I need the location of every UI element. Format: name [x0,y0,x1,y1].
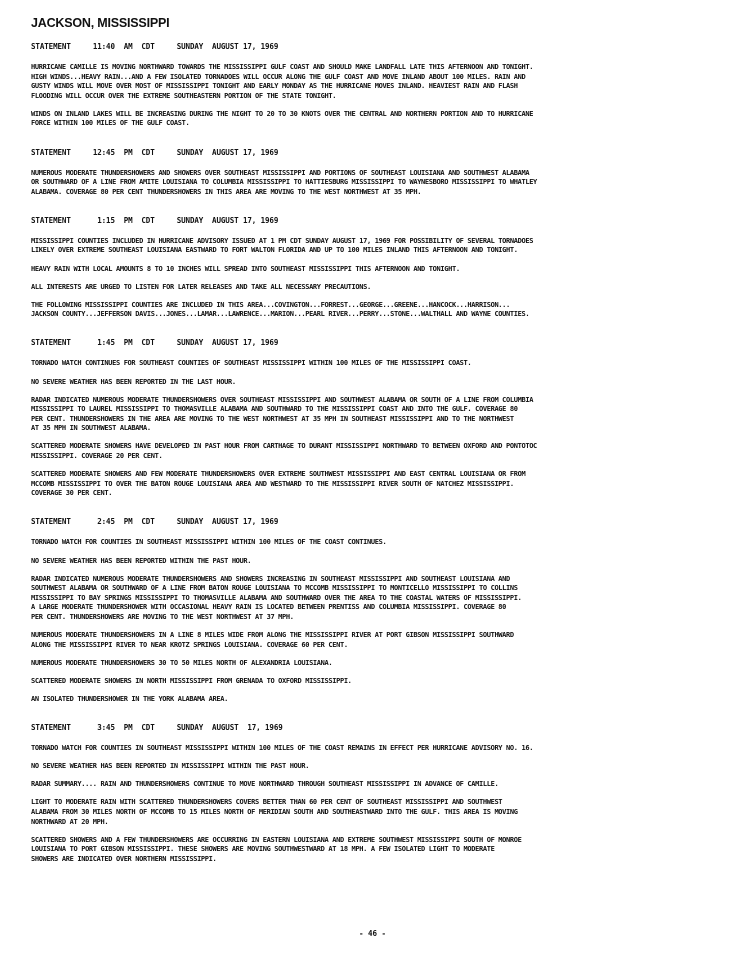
paragraph: NO SEVERE WEATHER HAS BEEN REPORTED IN THE LAST HOUR. [31,376,236,386]
paragraph: HURRICANE CAMILLE IS MOVING NORTHWARD TOWARDS THE MISSISSIPPI GULF COAST AND SHOULD MAKE LANDFALL LATE THIS AFTERNOON AND TONIGHT. HIGH WINDS...HEAVY RAIN...AND A FEW ISOLATED TORNADOES WILL OCCUR ALONG THE GULF COAST AND MOVE INLAND ABOUT 100 MILES. RAIN AND GUSTY WINDS WILL MOVE OVER MOST OF MISSISSIPPI TONIGHT AND EARLY MONDAY AS THE HURRICANE MOVES INLAND. HEAVIEST RAIN AND FLASH FLOODING WILL OCCUR OVER THE EXTREME SOUTHEASTERN PORTION OF THE STATE TONIGHT. [31,62,534,100]
statement-header: STATEMENT 11:40 AM CDT SUNDAY AUGUST 17, 1969 [31,42,279,51]
document-page [31,16,721,872]
paragraph: TORNADO WATCH FOR COUNTIES IN SOUTHEAST MISSISSIPPI WITHIN 100 MILES OF THE COAST CONTINUES. [31,537,387,547]
paragraph: SCATTERED MODERATE SHOWERS AND FEW MODERATE THUNDERSHOWERS OVER EXTREME SOUTHWEST MISSISSIPPI AND EAST CENTRAL LOUISIANA OR FROM MCCOMB MISSISSIPPI TO OVER THE BATON ROUGE LOUISIANA AREA AND WESTWARD TO THE MISSISSIPPI RIVER SOUTH OF NATCHEZ MISSISSIPPI. COVERAGE 30 PER CENT. [31,469,526,498]
paragraph: RADAR INDICATED NUMEROUS MODERATE THUNDERSHOWERS AND SHOWERS INCREASING IN SOUTHEAST MISSISSIPPI AND SOUTHEAST LOUISIANA AND SOUTHWEST ALABAMA OR SOUTHWARD OF A LINE FROM BATON ROUGE LOUISIANA TO MCCOMB MISSISSIPPI TO MONTICELLO MISSISSIPPI TO COLLINS MISSISSIPPI TO BAY SPRINGS MISSISSIPPI TO THOMASVILLE ALABAMA AND SOUTHWARD OVER THE AREA TO THE COASTAL WATERS OF MISSISSIPPI. A LARGE MODERATE THUNDERSHOWER WITH OCCASIONAL HEAVY RAIN IS LOCATED BETWEEN PRENTISS AND COLUMBIA MISSISSIPPI. COVERAGE 80 PER CENT. THUNDERSHOWERS ARE MOVING TO THE WEST NORTHWEST AT 37 MPH. [31,573,522,621]
paragraph: NUMEROUS MODERATE THUNDERSHOWERS 30 TO 50 MILES NORTH OF ALEXANDRIA LOUISIANA. [31,657,333,667]
paragraph: HEAVY RAIN WITH LOCAL AMOUNTS 8 TO 10 INCHES WILL SPREAD INTO SOUTHEAST MISSISSIPPI THIS AFTERNOON AND TONIGHT. [31,263,460,273]
statement-0145 [31,338,721,498]
statement-header: STATEMENT 1:15 PM CDT SUNDAY AUGUST 17, 1969 [31,215,279,225]
statement-0345 [31,723,721,863]
page-title: JACKSON, MISSISSIPPI [31,16,170,30]
statement-1245 [31,148,721,197]
paragraph: THE FOLLOWING MISSISSIPPI COUNTIES ARE INCLUDED IN THIS AREA...COVINGTON...FORREST...GEORGE...GREENE...HANCOCK...HARRISON... JACKSON COUNTY...JEFFERSON DAVIS...JONES...LAMAR...LAWRENCE...MARION...PEARL RIVER...PERRY...STONE...WALTHALL AND WAYNE COUNTIES. [31,299,530,319]
statement-header: STATEMENT 1:45 PM CDT SUNDAY AUGUST 17, 1969 [31,338,279,348]
statement-header: STATEMENT 3:45 PM CDT SUNDAY AUGUST 17, 1969 [31,723,283,733]
statement-0115 [31,216,721,319]
paragraph: WINDS ON INLAND LAKES WILL BE INCREASING DURING THE NIGHT TO 20 TO 30 KNOTS OVER THE CENTRAL AND NORTHERN PORTION AND TO HURRICANE FORCE WITHIN 100 MILES OF THE GULF COAST. [31,108,534,128]
statement-1140 [31,42,721,128]
paragraph: TORNADO WATCH CONTINUES FOR SOUTHEAST COUNTIES OF SOUTHEAST MISSISSIPPI WITHIN 100 MILES OF THE MISSISSIPPI COAST. [31,358,472,368]
paragraph: TORNADO WATCH FOR COUNTIES IN SOUTHEAST MISSISSIPPI WITHIN 100 MILES OF THE COAST REMAINS IN EFFECT PER HURRICANE ADVISORY NO. 16. [31,743,534,753]
paragraph: NO SEVERE WEATHER HAS BEEN REPORTED IN MISSISSIPPI WITHIN THE PAST HOUR. [31,761,310,771]
paragraph: SCATTERED MODERATE SHOWERS IN NORTH MISSISSIPPI FROM GRENADA TO OXFORD MISSISSIPPI. [31,675,352,685]
paragraph: ALL INTERESTS ARE URGED TO LISTEN FOR LATER RELEASES AND TAKE ALL NECESSARY PRECAUTIONS. [31,281,371,291]
paragraph: SCATTERED SHOWERS AND A FEW THUNDERSHOWERS ARE OCCURRING IN EASTERN LOUISIANA AND EXTREME SOUTHWEST MISSISSIPPI SOUTH OF MONROE LOUISIANA TO PORT GIBSON MISSISSIPPI. THESE SHOWERS ARE MOVING SOUTHWESTWARD AT 18 MPH. A FEW ISOLATED LIGHT TO MODERATE SHOWERS ARE INDICATED OVER NORTHERN MISSISSIPPI. [31,834,522,863]
paragraph: MISSISSIPPI COUNTIES INCLUDED IN HURRICANE ADVISORY ISSUED AT 1 PM CDT SUNDAY AUGUST 17, 1969 FOR POSSIBILITY OF SEVERAL TORNADOES LIKELY OVER EXTREME SOUTHEAST LOUISIANA EASTWARD TO FORT WALTON FLORIDA AND UP TO 100 MILES INLAND THIS AFTERNOON AND TONIGHT. [31,235,534,255]
paragraph: SCATTERED MODERATE SHOWERS HAVE DEVELOPED IN PAST HOUR FROM CARTHAGE TO DURANT MISSISSIPPI NORTHWARD TO BETWEEN OXFORD AND PONTOTOC MISSISSIPPI. COVERAGE 20 PER CENT. [31,441,537,461]
paragraph: AN ISOLATED THUNDERSHOWER IN THE YORK ALABAMA AREA. [31,693,228,703]
statement-0245 [31,517,721,703]
page-number: - 46 - [358,929,387,938]
paragraph: NO SEVERE WEATHER HAS BEEN REPORTED WITHIN THE PAST HOUR. [31,555,252,565]
statement-header: STATEMENT 2:45 PM CDT SUNDAY AUGUST 17, 1969 [31,517,279,527]
paragraph: RADAR SUMMARY.... RAIN AND THUNDERSHOWERS CONTINUE TO MOVE NORTHWARD THROUGH SOUTHEAST MISSISSIPPI IN ADVANCE OF CAMILLE. [31,779,499,789]
paragraph: NUMEROUS MODERATE THUNDERSHOWERS IN A LINE 8 MILES WIDE FROM ALONG THE MISSISSIPPI RIVER AT PORT GIBSON MISSISSIPPI SOUTHWARD ALONG THE MISSISSIPPI RIVER TO NEAR KROTZ SPRINGS LOUISIANA. COVERAGE 60 PER CENT. [31,630,514,649]
paragraph: RADAR INDICATED NUMEROUS MODERATE THUNDERSHOWERS OVER SOUTHEAST MISSISSIPPI AND SOUTHWEST ALABAMA OR SOUTH OF A LINE FROM COLUMBIA MISSISSIPPI TO LAUREL MISSISSIPPI TO THOMASVILLE ALABAMA AND SOUTHWARD TO THE MISSISSIPPI COAST AND INTO THE GULF. COVERAGE 80 PER CENT. THUNDERSHOWERS IN THE AREA ARE MOVING TO THE WEST NORTHWEST AT 35 MPH IN SOUTHEAST MISSISSIPPI AND TO THE NORTHWEST AT 35 MPH IN SOUTHWEST ALABAMA. [31,394,534,433]
statement-header: STATEMENT 12:45 PM CDT SUNDAY AUGUST 17, 1969 [31,147,279,157]
paragraph: LIGHT TO MODERATE RAIN WITH SCATTERED THUNDERSHOWERS COVERS BETTER THAN 60 PER CENT OF SOUTHEAST MISSISSIPPI AND SOUTHWEST ALABAMA FROM 30 MILES NORTH OF MCCOMB TO 15 MILES NORTH OF MERIDIAN SOUTH AND SOUTHEASTWARD INTO THE GULF. THIS AREA IS MOVING NORTHWARD AT 20 MPH. [31,797,518,826]
paragraph: NUMEROUS MODERATE THUNDERSHOWERS AND SHOWERS OVER SOUTHEAST MISSISSIPPI AND PORTIONS OF SOUTHEAST LOUISIANA AND SOUTHWEST ALABAMA OR SOUTHWARD OF A LINE FROM AMITE LOUISIANA TO COLUMBIA MISSISSIPPI TO HATTIESBURG MISSISSIPPI TO WAYNESBORO MISSISSIPPI TO WHATLEY ALABAMA. COVERAGE 80 PER CENT THUNDERSHOWERS IN THIS AREA ARE MOVING TO THE WEST NORTHWEST AT 35 MPH. [31,167,537,196]
